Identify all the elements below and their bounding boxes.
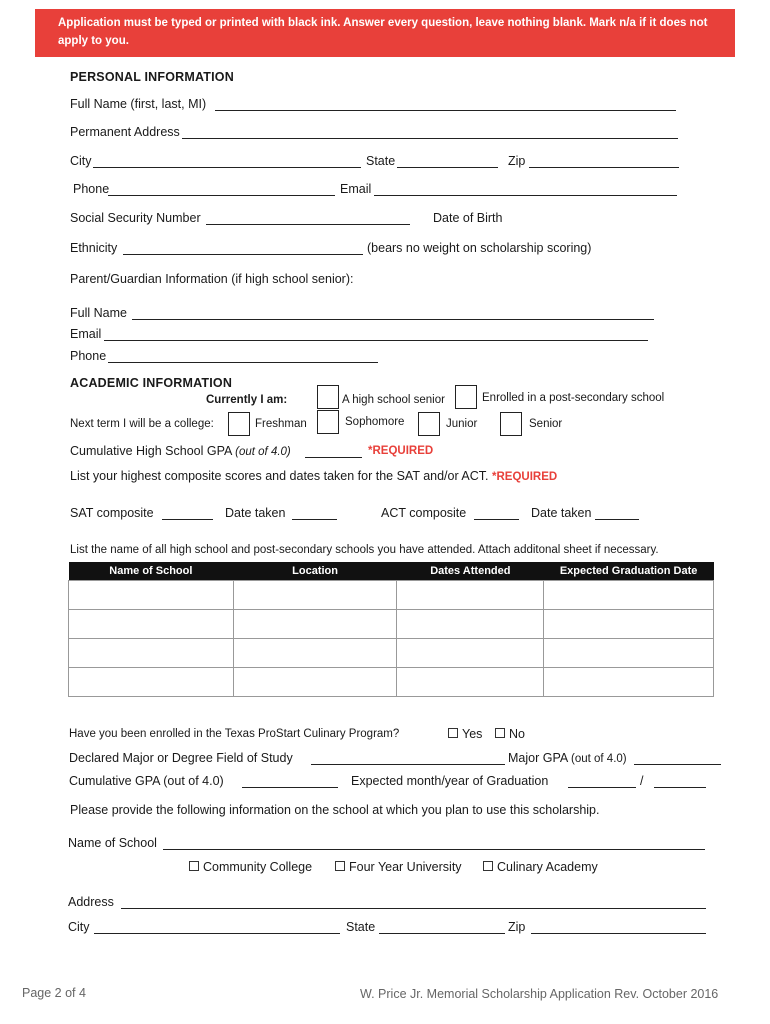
parent-full-name-field[interactable]: [132, 319, 654, 320]
hs-gpa-field[interactable]: [305, 457, 362, 458]
junior-label: Junior: [446, 418, 478, 430]
scores-row: [70, 469, 557, 483]
senior-checkbox[interactable]: [500, 412, 522, 436]
post-secondary-checkbox[interactable]: [455, 385, 477, 409]
freshman-checkbox[interactable]: [228, 412, 250, 436]
community-college-label: Community College: [203, 860, 313, 874]
culinary-academy-option[interactable]: [483, 860, 598, 874]
school-zip-label: Zip: [508, 920, 526, 934]
table-cell[interactable]: [544, 639, 714, 668]
school-address-label: Address: [68, 895, 114, 909]
table-cell[interactable]: [544, 610, 714, 639]
table-cell[interactable]: [69, 610, 234, 639]
schools-table-header: [69, 562, 714, 581]
permanent-address-field[interactable]: [182, 138, 678, 139]
header-location: Location: [233, 562, 397, 581]
table-row: [69, 668, 714, 697]
email-label: Email: [340, 182, 372, 196]
senior-label: Senior: [529, 418, 563, 430]
school-city-label: City: [68, 920, 90, 934]
culinary-academy-label: Culinary Academy: [497, 860, 598, 874]
sat-composite-label: SAT composite: [70, 506, 154, 520]
school-zip-field[interactable]: [531, 933, 706, 934]
table-cell[interactable]: [69, 581, 234, 610]
table-cell[interactable]: [397, 668, 544, 697]
schools-instructions: List the name of all high school and post-secondary schools you have attended. Attach additonal sheet if necessary.: [70, 544, 659, 556]
sophomore-checkbox[interactable]: [317, 410, 339, 434]
freshman-label: Freshman: [255, 418, 307, 430]
act-date-field[interactable]: [595, 519, 639, 520]
personal-information-heading: PERSONAL INFORMATION: [70, 70, 234, 84]
four-year-label: Four Year University: [349, 860, 462, 874]
sat-composite-field[interactable]: [162, 519, 213, 520]
page-number: Page 2 of 4: [22, 986, 86, 1000]
cum-gpa-label: Cumulative GPA (out of 4.0): [69, 774, 224, 788]
phone-field[interactable]: [108, 195, 335, 196]
ethnicity-note: (bears no weight on scholarship scoring): [367, 241, 592, 255]
full-name-label: Full Name (first, last, MI): [70, 97, 207, 111]
header-name-of-school: Name of School: [69, 562, 234, 581]
checkbox-icon[interactable]: [189, 861, 199, 871]
header-dates-attended: Dates Attended: [397, 562, 544, 581]
prostart-yes-option[interactable]: [448, 727, 482, 741]
checkbox-icon[interactable]: [448, 728, 458, 738]
act-date-label: Date taken: [531, 506, 592, 520]
hs-senior-checkbox[interactable]: [317, 385, 339, 409]
table-cell[interactable]: [233, 668, 397, 697]
table-cell[interactable]: [233, 639, 397, 668]
sat-date-label: Date taken: [225, 506, 286, 520]
table-cell[interactable]: [397, 581, 544, 610]
parent-email-label: Email: [70, 327, 102, 341]
banner-line-1: Application must be typed or printed with black ink. Answer every question, leave nothing blank. Mark n/a if it does not: [58, 17, 708, 29]
permanent-address-label: Permanent Address: [70, 125, 180, 139]
checkbox-icon[interactable]: [483, 861, 493, 871]
major-label: Declared Major or Degree Field of Study: [69, 751, 293, 765]
major-gpa-label: Major GPA: [508, 751, 568, 765]
target-school-label: Name of School: [68, 836, 157, 850]
table-cell[interactable]: [69, 639, 234, 668]
table-cell[interactable]: [544, 581, 714, 610]
expected-grad-slash: /: [640, 774, 644, 788]
table-cell[interactable]: [397, 610, 544, 639]
academic-information-heading: ACADEMIC INFORMATION: [70, 376, 233, 390]
scores-required: *REQUIRED: [492, 471, 558, 483]
school-state-label: State: [346, 920, 376, 934]
sat-date-field[interactable]: [292, 519, 337, 520]
prostart-no-option[interactable]: [495, 727, 525, 741]
major-gpa-note: (out of 4.0): [571, 753, 627, 765]
footer-title: W. Price Jr. Memorial Scholarship Application Rev. October 2016: [360, 987, 719, 1001]
ethnicity-label: Ethnicity: [70, 241, 118, 255]
post-secondary-label: Enrolled in a post-secondary school: [482, 392, 665, 404]
school-address-field[interactable]: [121, 908, 706, 909]
dob-label: Date of Birth: [433, 211, 503, 225]
hs-gpa-label: Cumulative High School GPA: [70, 444, 232, 458]
table-row: [69, 581, 714, 610]
school-city-field[interactable]: [94, 933, 340, 934]
expected-grad-label: Expected month/year of Graduation: [351, 774, 549, 788]
hs-senior-label: A high school senior: [342, 394, 445, 406]
major-field[interactable]: [311, 764, 505, 765]
banner-line-2: apply to you.: [58, 35, 129, 47]
prostart-yes-label: Yes: [462, 727, 483, 741]
expected-grad-month-field[interactable]: [568, 787, 636, 788]
full-name-field[interactable]: [215, 110, 676, 111]
table-cell[interactable]: [544, 668, 714, 697]
zip-label: Zip: [508, 154, 526, 168]
four-year-option[interactable]: [335, 860, 462, 874]
hs-gpa-row: [70, 444, 291, 458]
parent-email-field[interactable]: [104, 340, 648, 341]
city-label: City: [70, 154, 92, 168]
major-gpa-row: [508, 751, 627, 765]
hs-gpa-required: *REQUIRED: [368, 445, 434, 457]
prostart-question: Have you been enrolled in the Texas ProStart Culinary Program?: [69, 728, 400, 740]
school-state-field[interactable]: [379, 933, 505, 934]
ssn-label: Social Security Number: [70, 211, 201, 225]
state-field[interactable]: [397, 167, 498, 168]
checkbox-icon[interactable]: [495, 728, 505, 738]
sophomore-label: Sophomore: [345, 416, 405, 428]
table-row: [69, 610, 714, 639]
junior-checkbox[interactable]: [418, 412, 440, 436]
ssn-field[interactable]: [206, 224, 410, 225]
expected-grad-year-field[interactable]: [654, 787, 706, 788]
ethnicity-field[interactable]: [123, 254, 363, 255]
hs-gpa-note: (out of 4.0): [235, 446, 291, 458]
target-school-field[interactable]: [163, 849, 705, 850]
major-gpa-field[interactable]: [634, 764, 721, 765]
table-row: [69, 639, 714, 668]
act-composite-field[interactable]: [474, 519, 519, 520]
table-cell[interactable]: [397, 639, 544, 668]
schools-table: [68, 562, 714, 697]
instructions-banner: [35, 9, 735, 57]
header-expected-graduation: Expected Graduation Date: [544, 562, 714, 581]
city-field[interactable]: [93, 167, 361, 168]
scores-instructions: List your highest composite scores and dates taken for the SAT and/or ACT.: [70, 469, 489, 483]
table-cell[interactable]: [69, 668, 234, 697]
cum-gpa-field[interactable]: [242, 787, 338, 788]
zip-field[interactable]: [529, 167, 679, 168]
community-college-option[interactable]: [189, 860, 312, 874]
parent-phone-label: Phone: [70, 349, 107, 363]
next-term-label: Next term I will be a college:: [70, 418, 214, 430]
parent-full-name-label: Full Name: [70, 306, 127, 320]
prostart-no-label: No: [509, 727, 525, 741]
currently-i-am-label: Currently I am:: [206, 394, 288, 406]
email-field[interactable]: [374, 195, 677, 196]
table-cell[interactable]: [233, 581, 397, 610]
state-label: State: [366, 154, 396, 168]
provide-info-text: Please provide the following information on the school at which you plan to use this scholarship.: [70, 803, 600, 817]
table-cell[interactable]: [233, 610, 397, 639]
parent-phone-field[interactable]: [108, 362, 378, 363]
checkbox-icon[interactable]: [335, 861, 345, 871]
parent-info-label: Parent/Guardian Information (if high school senior):: [70, 272, 354, 286]
phone-label: Phone: [73, 182, 110, 196]
act-composite-label: ACT composite: [381, 506, 467, 520]
